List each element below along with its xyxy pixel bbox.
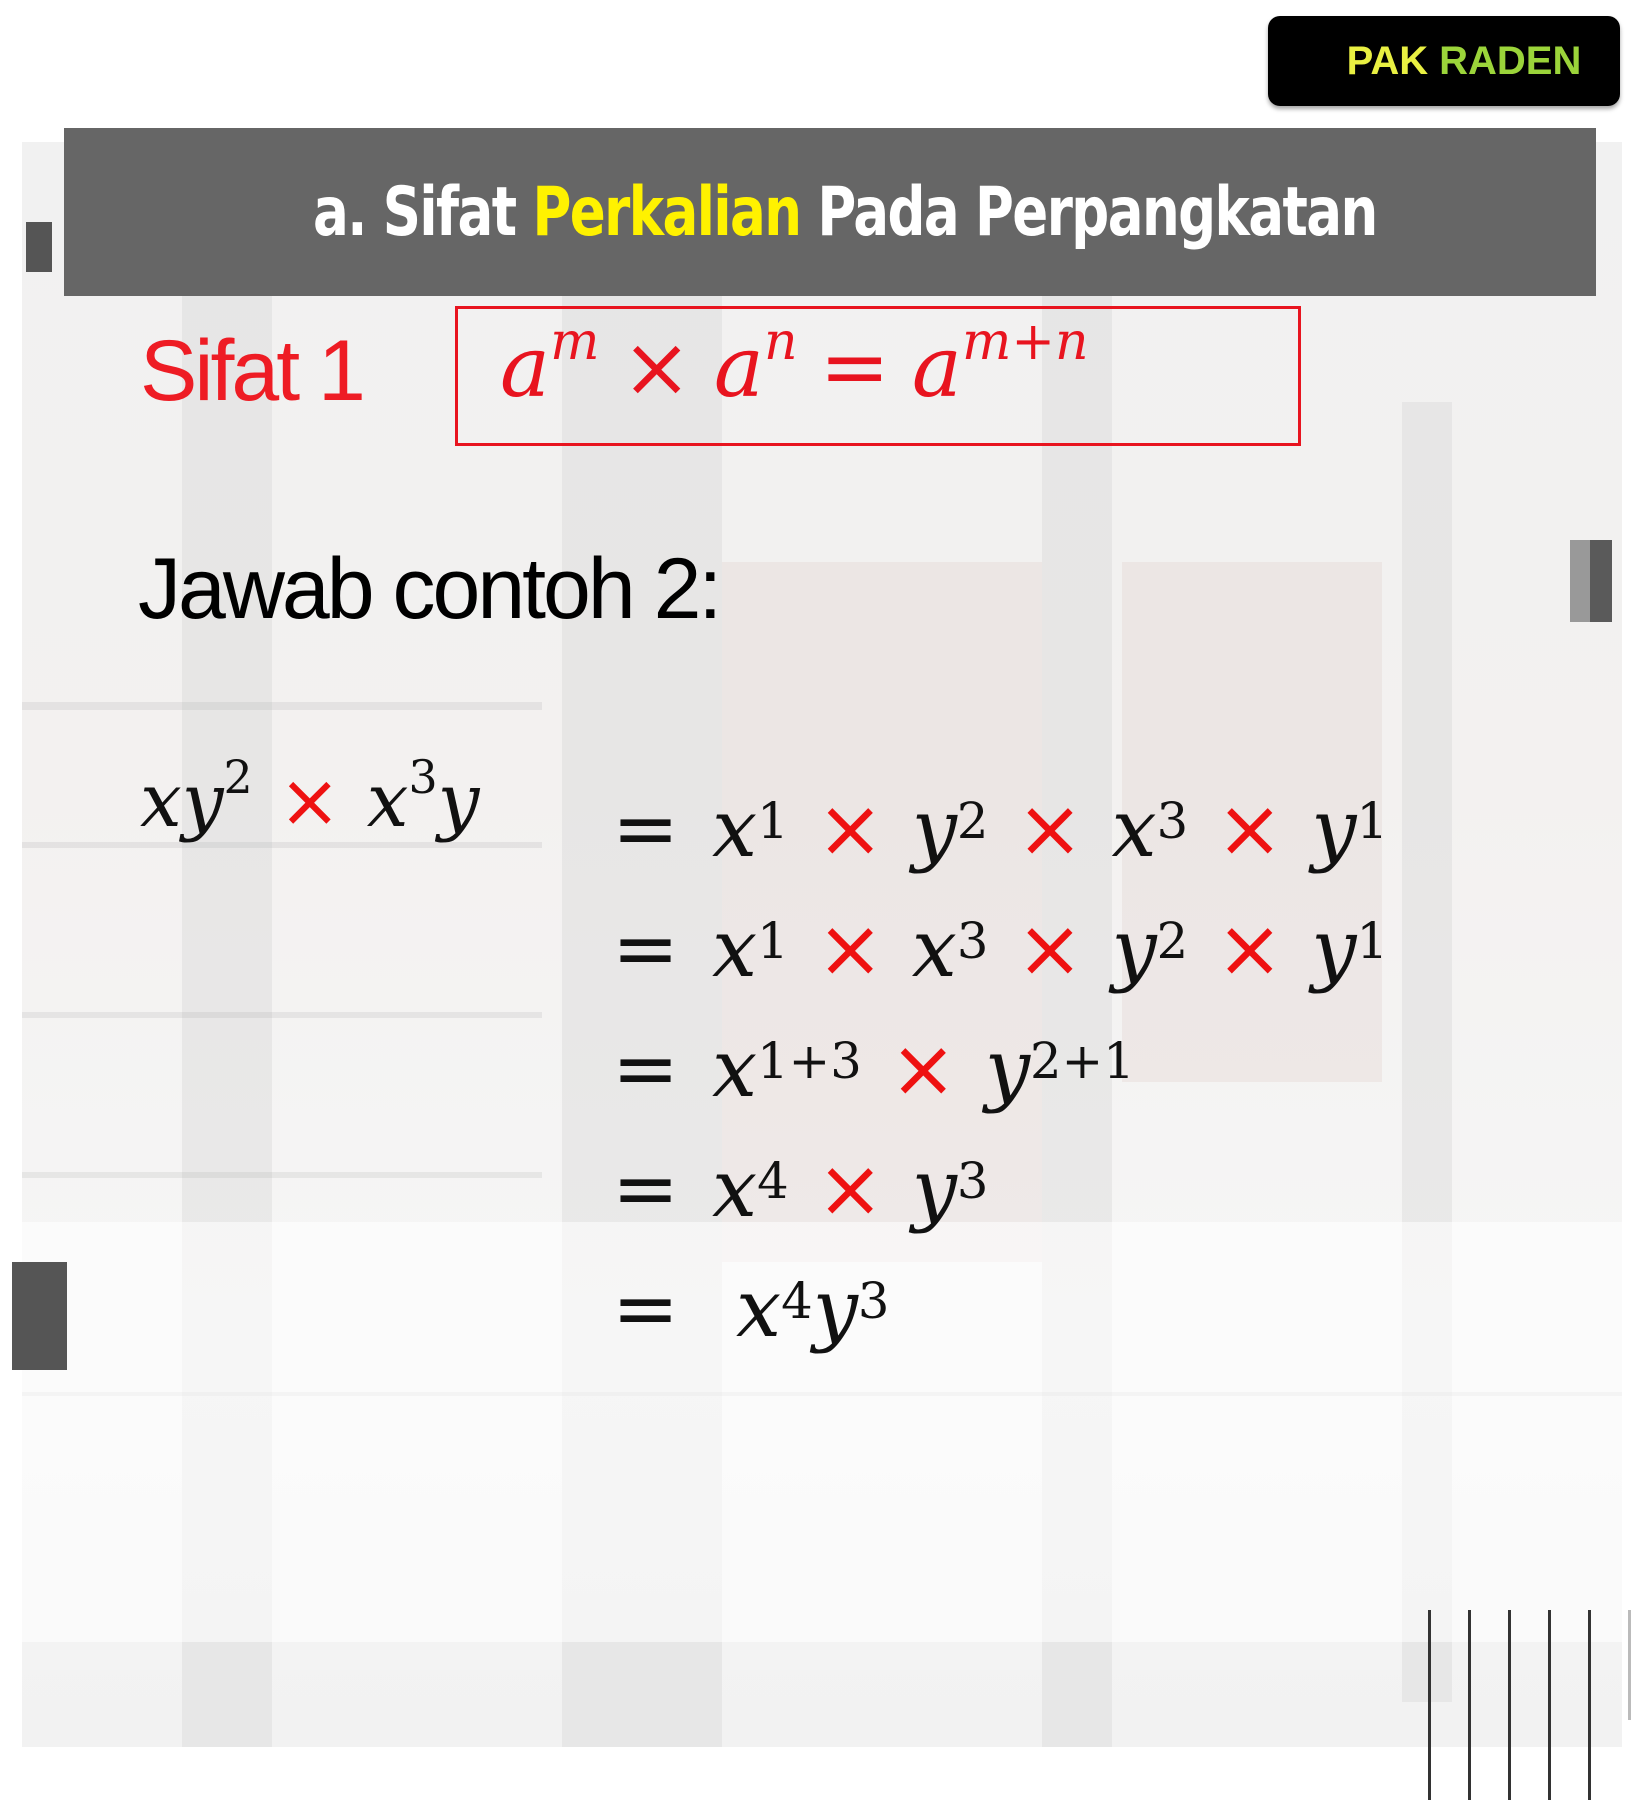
times-sign: × xyxy=(816,901,884,995)
logo-word-2: RADEN xyxy=(1439,38,1582,83)
solution-steps xyxy=(612,768,1388,1368)
title-highlight: Perkalian xyxy=(532,172,801,252)
times-sign: × xyxy=(1016,901,1084,995)
times-sign: × xyxy=(816,781,884,875)
step-2: = x $^1$ × x $^3$ × y $^2$ × y $^1$ xyxy=(612,901,1388,995)
times-sign: × xyxy=(889,1021,957,1115)
rule-formula: $a^m \times a^n = a^{m+n}$ xyxy=(500,312,1089,416)
times-sign: × xyxy=(278,758,341,844)
expression-lhs: $xy^2 \times x^3y$ xyxy=(140,750,480,844)
times-sign: × xyxy=(816,1141,884,1235)
times-sign: × xyxy=(1216,901,1284,995)
deco-block-left-bottom xyxy=(12,1262,67,1370)
brand-logo xyxy=(1268,16,1620,106)
rule-label: Sifat 1 xyxy=(140,323,363,419)
step-4: = x $^4$ × y $^3$ xyxy=(612,1141,989,1235)
page-title: a. Sifat Perkalian Pada Perpangkatan xyxy=(313,172,1377,252)
logo-word-1: PAK xyxy=(1346,38,1429,83)
times-sign: × xyxy=(1016,781,1084,875)
title-bar xyxy=(64,128,1596,296)
deco-block-right-light xyxy=(1570,540,1590,622)
times-sign: × xyxy=(1216,781,1284,875)
step-1: = x $^1$ × y $^2$ × x $^3$ × y $^1$ xyxy=(612,781,1388,875)
deco-block-left-top xyxy=(26,222,52,272)
step-3: = x $^{1+3}$ × y $^{2+1}$ xyxy=(612,1021,1135,1115)
answer-heading: Jawab contoh 2: xyxy=(138,541,720,637)
step-5-result: = x $^4$ y $^3$ xyxy=(612,1261,890,1355)
